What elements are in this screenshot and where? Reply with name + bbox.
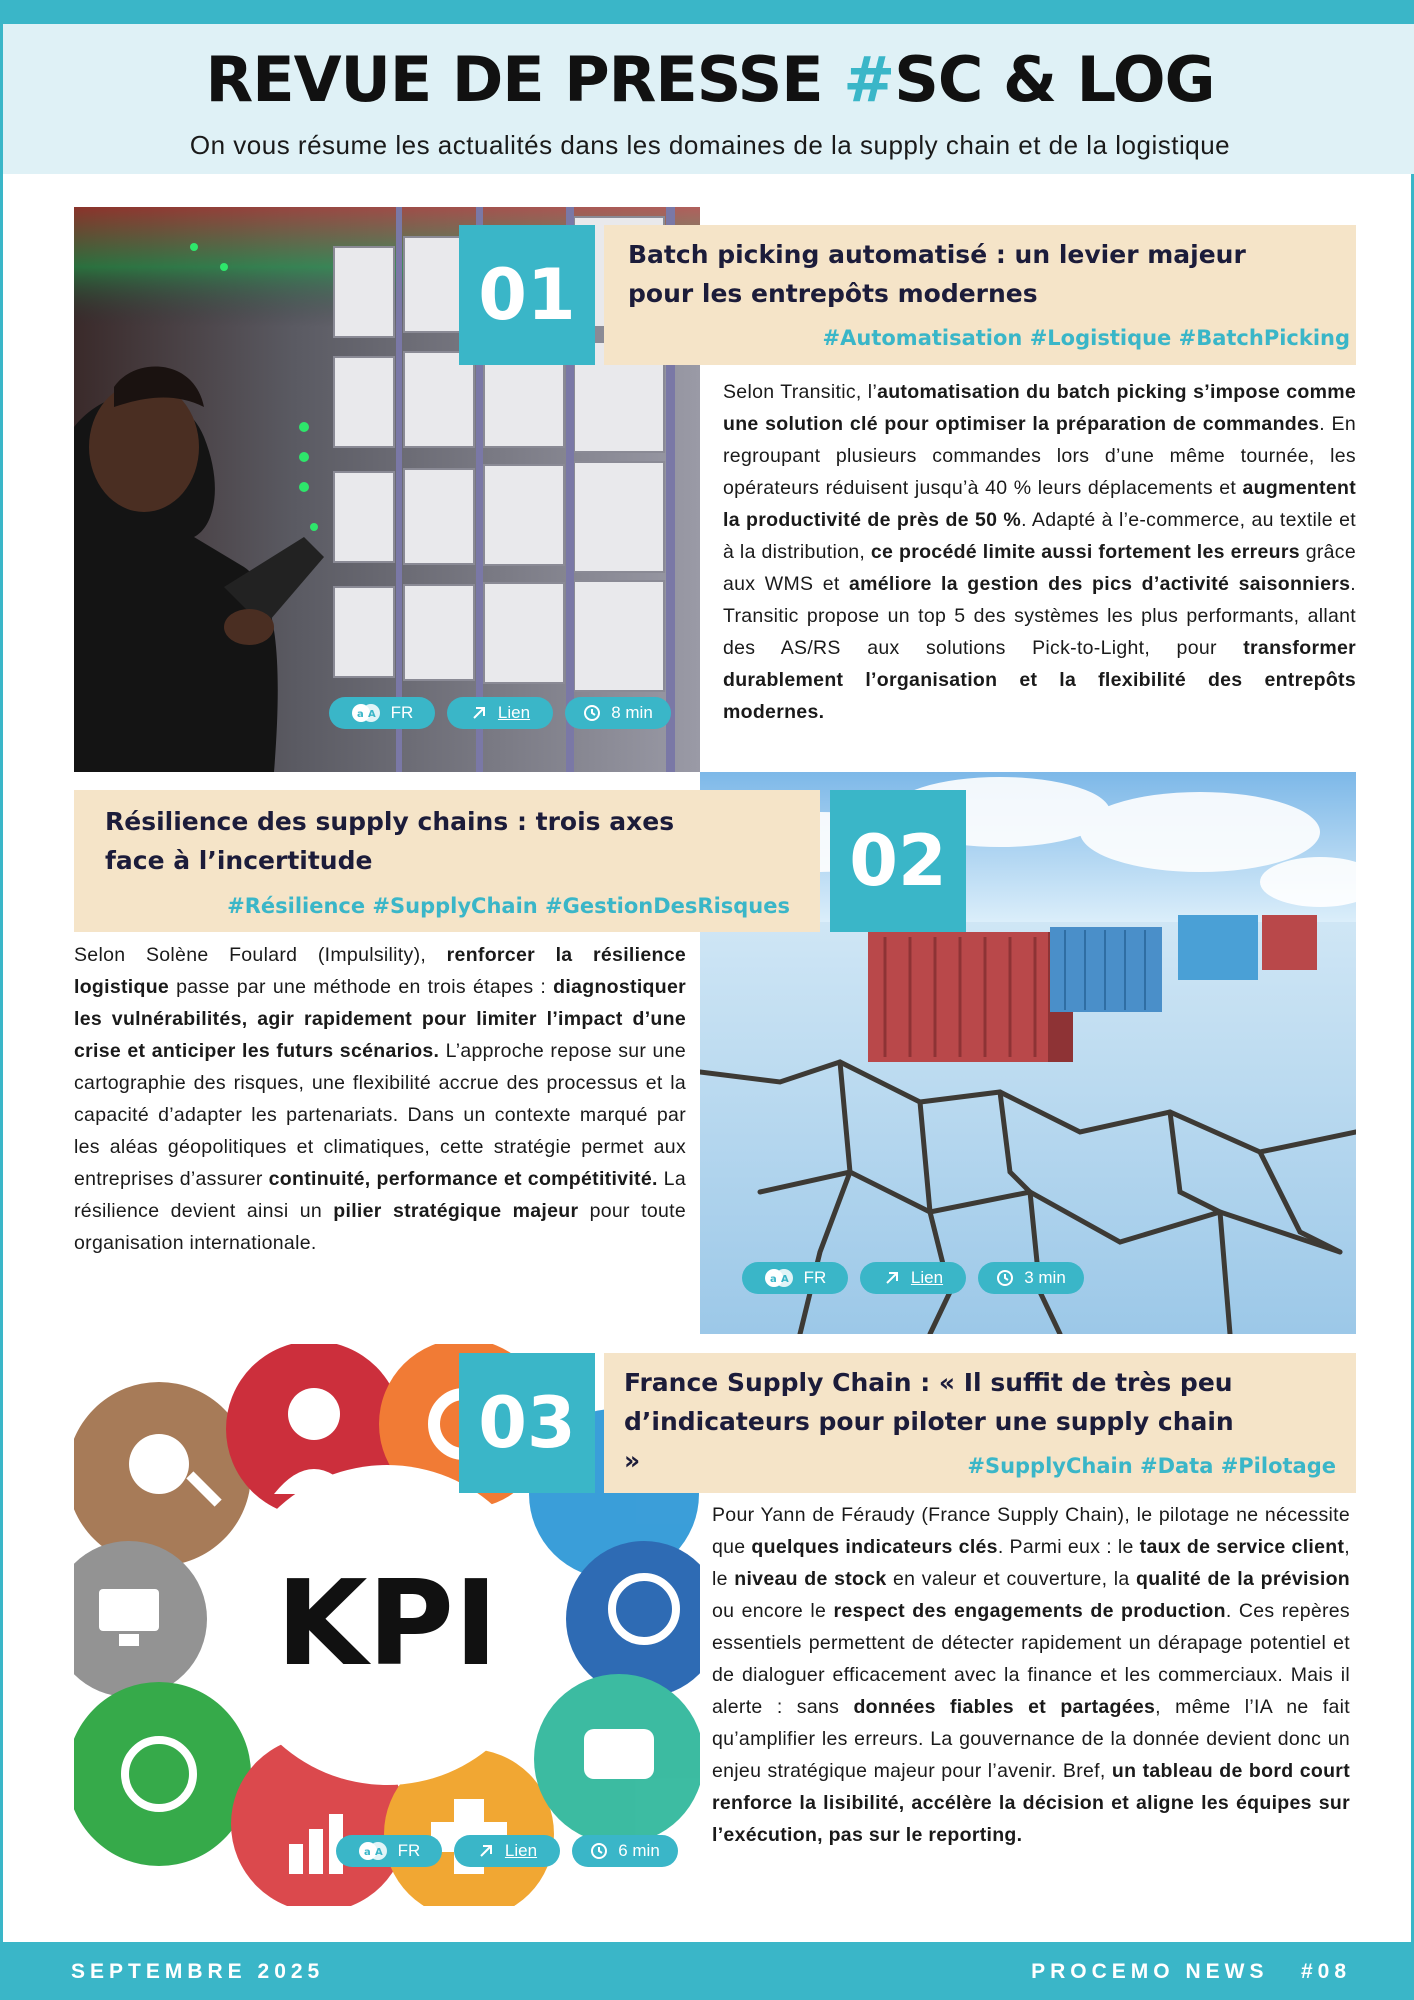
- article-3-pills: [336, 1835, 678, 1867]
- article-3-tags: #SupplyChain #Data #Pilotage: [967, 1454, 1336, 1478]
- article-2-number: 02: [830, 790, 966, 932]
- article-3-title-box: [604, 1353, 1356, 1493]
- reading-time: 6 min: [618, 1841, 660, 1860]
- language-label: FR: [397, 1841, 421, 1860]
- top-band: [3, 0, 1414, 24]
- clock-icon: [590, 1842, 608, 1860]
- translate-icon: [358, 1841, 388, 1861]
- reading-time-pill: [565, 697, 671, 729]
- clock-icon: [996, 1269, 1014, 1287]
- language-pill: [742, 1262, 848, 1294]
- page-title: REVUE DE PRESSE #SC & LOG: [205, 43, 1215, 116]
- article-2-title-box: [74, 790, 820, 932]
- svg-text:A: A: [780, 1274, 789, 1285]
- article-2-title[interactable]: Résilience des supply chains : trois axes face à l’incertitude: [105, 807, 675, 875]
- reading-time-pill: [978, 1262, 1084, 1294]
- footer-issue: PROCEMO NEWS #08: [1031, 1960, 1351, 1983]
- article-3-body: Pour Yann de Féraudy (France Supply Chain), le pilotage ne nécessite que quelques indicateurs clés. Parmi eux : le taux de service client, le niveau de stock en valeur et couverture, la qualité de la prévision ou encore le respect des engagements de production. Ces repères essentiels permettent de détecter rapidement un dérapage potentiel et de dialoguer efficacement avec la finance et les commerciaux. Mais il alerte : sans données fiables et partagées, même l’IA ne fait qu’amplifier les erreurs. La gouvernance de la donnée devient donc un enjeu stratégique majeur pour l’avenir. Bref, un tableau de bord court renforce la lisibilité, accélère la décision et aligne les équipes sur l’exécution, pas sur le reporting.: [712, 1504, 1351, 1846]
- article-1-tags: #Automatisation #Logistique #BatchPicking: [822, 326, 1350, 350]
- article-2-link-pill[interactable]: [860, 1262, 966, 1294]
- article-3-title[interactable]: France Supply Chain : « Il suffit de très peu d’indicateurs pour piloter une supply chain »: [624, 1368, 1234, 1475]
- article-2-pills: [742, 1262, 1084, 1294]
- article-2-tags: #Résilience #SupplyChain #GestionDesRisques: [227, 894, 790, 918]
- article-1-link-pill[interactable]: [447, 697, 553, 729]
- page-subtitle: On vous résume les actualités dans les domaines de la supply chain et de la logistique: [189, 130, 1231, 160]
- header: [3, 24, 1414, 174]
- reading-time-pill: [572, 1835, 678, 1867]
- language-pill: [329, 697, 435, 729]
- article-3-link-pill[interactable]: [454, 1835, 560, 1867]
- article-3-number: 03: [459, 1353, 595, 1493]
- svg-text:a: a: [356, 709, 364, 720]
- language-label: FR: [390, 703, 414, 722]
- language-label: FR: [803, 1268, 827, 1287]
- translate-icon: [764, 1268, 794, 1288]
- clock-icon: [583, 704, 601, 722]
- article-1-pills: [329, 697, 671, 729]
- article-3-link[interactable]: Lien: [504, 1841, 538, 1860]
- article-1-title-box: [604, 225, 1356, 365]
- reading-time: 3 min: [1024, 1268, 1066, 1287]
- footer: [3, 1942, 1414, 2000]
- article-2-link[interactable]: Lien: [910, 1268, 944, 1287]
- article-1-body: Selon Transitic, l’automatisation du batch picking s’impose comme une solution clé pour optimiser la préparation de commandes. En regroupant plusieurs commandes lors d’une même tournée, les opérateurs réduisent jusqu’à 40 % leurs déplacements et augmentent la productivité de près de 50 %. Adapté à l’e-commerce, au textile et à la distribution, ce procédé limite aussi fortement les erreurs grâce aux WMS et améliore la gestion des pics d’activité saisonniers. Transitic propose un top 5 des systèmes les plus performants, allant des AS/RS aux solutions Pick-to-Light, pour transformer durablement l’organisation et la flexibilité des entrepôts modernes.: [723, 381, 1357, 723]
- svg-text:A: A: [374, 1847, 383, 1858]
- article-1-number: 01: [459, 225, 595, 365]
- reading-time: 8 min: [611, 703, 653, 722]
- footer-date: SEPTEMBRE 2025: [71, 1960, 325, 1983]
- article-1-title[interactable]: Batch picking automatisé : un levier majeur pour les entrepôts modernes: [628, 240, 1246, 308]
- arrow-up-right-icon: [470, 704, 488, 722]
- kpi-text: KPI: [276, 1554, 498, 1692]
- arrow-up-right-icon: [477, 1842, 495, 1860]
- arrow-up-right-icon: [883, 1269, 901, 1287]
- svg-text:a: a: [363, 1847, 371, 1858]
- svg-text:a: a: [769, 1274, 777, 1285]
- language-pill: [336, 1835, 442, 1867]
- article-2-body: Selon Solène Foulard (Impulsility), renforcer la résilience logistique passe par une méthode en trois étapes : diagnostiquer les vulnérabilités, agir rapidement pour limiter l’impact d’une crise et anticiper les futurs scénarios. L’approche repose sur une cartographie des risques, une flexibilité accrue des processus et la capacité d’adapter les partenariats. Dans un contexte marqué par les aléas géopolitiques et climatiques, cette stratégie permet aux entreprises d’assurer continuité, performance et compétitivité. La résilience devient ainsi un pilier stratégique majeur pour toute organisation internationale.: [74, 944, 687, 1254]
- svg-text:A: A: [367, 709, 376, 720]
- translate-icon: [351, 703, 381, 723]
- article-1-link[interactable]: Lien: [497, 703, 531, 722]
